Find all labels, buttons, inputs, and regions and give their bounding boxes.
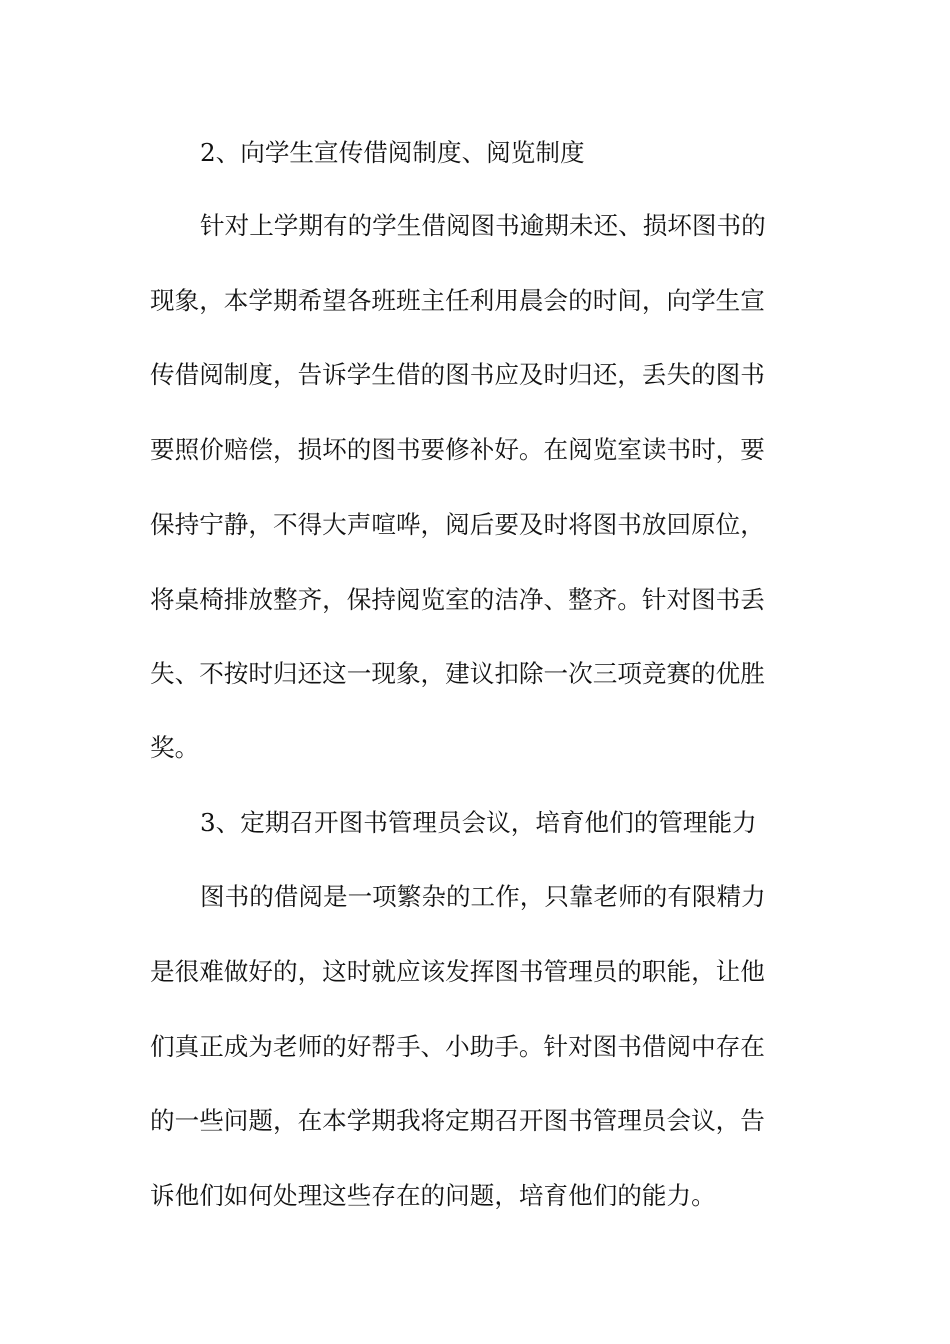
paragraph-line: 失、不按时归还这一现象，建议扣除一次三项竞赛的优胜 — [150, 659, 765, 688]
paragraph-line: 的一些问题，在本学期我将定期召开图书管理员会议，告 — [150, 1106, 765, 1135]
paragraph-line: 们真正成为老师的好帮手、小助手。针对图书借阅中存在 — [150, 1032, 765, 1061]
section-heading-2: 2、向学生宣传借阅制度、阅览制度 — [200, 138, 585, 167]
paragraph-line: 将桌椅排放整齐，保持阅览室的洁净、整齐。针对图书丢 — [150, 585, 765, 614]
paragraph-line: 传借阅制度，告诉学生借的图书应及时归还，丢失的图书 — [150, 360, 765, 389]
paragraph-line: 针对上学期有的学生借阅图书逾期未还、损坏图书的 — [200, 211, 766, 240]
paragraph-line: 是很难做好的，这时就应该发挥图书管理员的职能，让他 — [150, 957, 765, 986]
section-heading-3: 3、定期召开图书管理员会议，培育他们的管理能力 — [200, 808, 757, 837]
paragraph-line: 要照价赔偿，损坏的图书要修补好。在阅览室读书时，要 — [150, 435, 765, 464]
paragraph-line: 图书的借阅是一项繁杂的工作，只靠老师的有限精力 — [200, 882, 766, 911]
paragraph-line: 诉他们如何处理这些存在的问题，培育他们的能力。 — [150, 1181, 716, 1210]
paragraph-line: 现象，本学期希望各班班主任利用晨会的时间，向学生宣 — [150, 286, 765, 315]
paragraph-line: 奖。 — [150, 733, 200, 762]
paragraph-line: 保持宁静，不得大声喧哗，阅后要及时将图书放回原位， — [150, 510, 765, 539]
